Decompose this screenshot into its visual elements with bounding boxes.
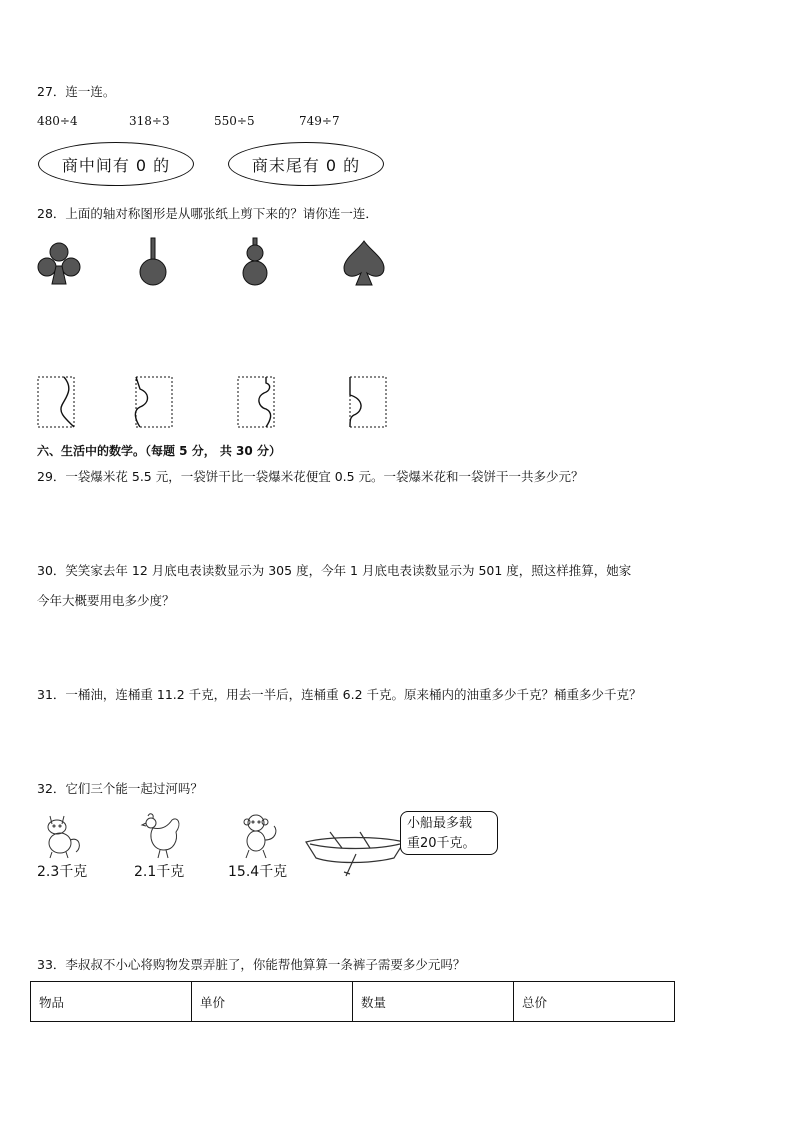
q33-title: 33．李叔叔不小心将购物发票弄脏了，你能帮他算算一条裤子需要多少元吗？ xyxy=(37,957,466,972)
cut-paper-4 xyxy=(344,375,388,429)
cut-paper-2 xyxy=(130,375,174,429)
q27-title: 27．连一连。 xyxy=(37,84,116,99)
speech-bubble xyxy=(400,811,498,855)
cut-paper-3 xyxy=(236,375,280,429)
rooster-weight: 2.1千克 xyxy=(134,864,185,880)
invoice-table xyxy=(30,981,675,1022)
boat-icon xyxy=(300,828,410,880)
cat-icon xyxy=(38,810,86,860)
header-unit-price: 单价 xyxy=(192,982,353,1022)
oval-end-zero xyxy=(228,142,384,186)
expression-3: 550÷5 xyxy=(214,114,255,128)
bubble-line2: 重20千克。 xyxy=(407,836,476,851)
q28-title: 28．上面的轴对称图形是从哪张纸上剪下来的？请你连一连． xyxy=(37,206,378,221)
cat-weight: 2.3千克 xyxy=(37,864,88,880)
q31-title: 31．一桶油，连桶重 11.2 千克，用去一半后，连桶重 6.2 千克。原来桶内的油重多少千克？桶重多少千克？ xyxy=(37,687,642,702)
header-item: 物品 xyxy=(31,982,192,1022)
section6-title: 六、生活中的数学。（每题 5 分， 共 30 分） xyxy=(37,444,281,458)
cut-paper-1 xyxy=(36,375,80,429)
rooster-icon xyxy=(138,810,186,860)
monkey-icon xyxy=(236,810,282,860)
bubble-line1: 小船最多载 xyxy=(407,816,473,831)
q32-title: 32．它们三个能一起过河吗？ xyxy=(37,781,203,796)
q30-line1: 30．笑笑家去年 12 月底电表读数显示为 305 度，今年 1 月底电表读数显示为 501 度，照这样推算，她家 xyxy=(37,563,632,578)
oval-middle-zero xyxy=(38,142,194,186)
gourd-single-icon xyxy=(138,236,168,288)
table-row xyxy=(31,982,675,1022)
club-icon xyxy=(35,240,83,288)
q30-line2: 今年大概要用电多少度？ xyxy=(37,593,175,608)
spade-icon xyxy=(340,238,388,288)
expression-1: 480÷4 xyxy=(37,114,78,128)
oval-end-zero-label: 商末尾有 0 的 xyxy=(251,155,361,175)
expression-2: 318÷3 xyxy=(129,114,170,128)
header-quantity: 数量 xyxy=(353,982,514,1022)
monkey-weight: 15.4千克 xyxy=(228,864,288,880)
oval-middle-zero-label: 商中间有 0 的 xyxy=(61,155,171,175)
q29-title: 29．一袋爆米花 5.5 元，一袋饼干比一袋爆米花便宜 0.5 元。一袋爆米花和一袋饼干一共多少元？ xyxy=(37,469,584,484)
gourd-double-icon xyxy=(240,236,270,288)
header-total: 总价 xyxy=(514,982,675,1022)
expression-4: 749÷7 xyxy=(299,114,340,128)
